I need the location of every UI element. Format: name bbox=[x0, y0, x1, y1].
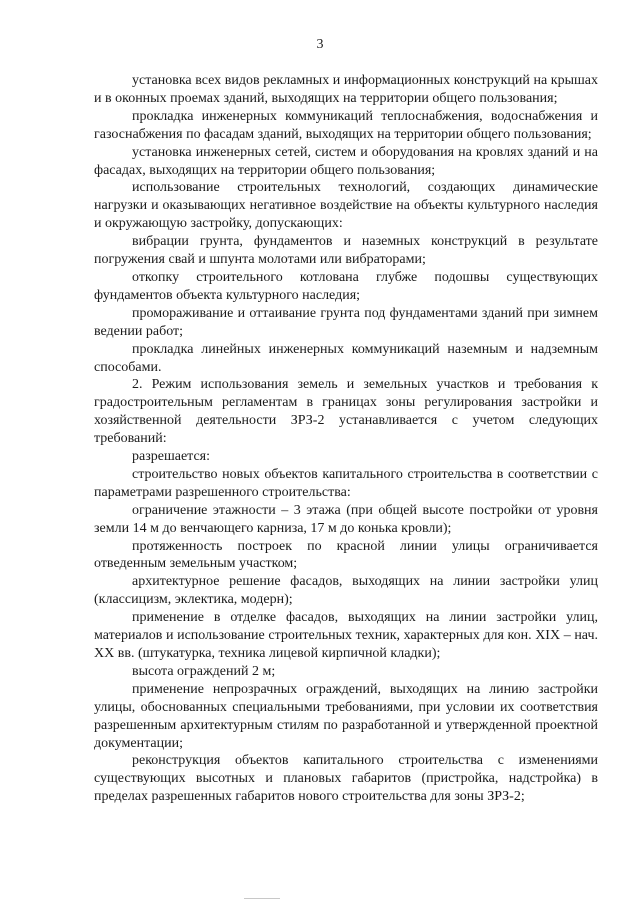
paragraph: прокладка линейных инженерных коммуникаций наземным и надземным способами. bbox=[94, 341, 598, 375]
paragraph: прокладка инженерных коммуникаций теплоснабжения, водоснабжения и газоснабжения по фасадам зданий, выходящих на территории общего пользования; bbox=[94, 108, 598, 142]
paragraph: использование строительных технологий, создающих динамические нагрузки и оказывающих негативное воздействие на объекты культурного наследия и окружающую застройку, допускающих: bbox=[94, 180, 598, 232]
page-number: 3 bbox=[316, 37, 324, 52]
document-body bbox=[94, 72, 598, 806]
paragraph: ограничение этажности – 3 этажа (при общей высоте постройки от уровня земли 14 м до венчающего карниза, 17 м до конька кровли); bbox=[94, 502, 598, 536]
paragraph: установка инженерных сетей, систем и оборудования на кровлях зданий и на фасадах, выходящих на территории общего пользования; bbox=[94, 144, 598, 178]
paragraph: реконструкция объектов капитального строительства с изменениями существующих высотных и плановых габаритов (пристройка, надстройка) в пределах разрешенных габаритов нового строительства для зоны ЗРЗ-2; bbox=[94, 753, 598, 805]
scan-artifact-line bbox=[244, 898, 280, 899]
paragraph: применение непрозрачных ограждений, выходящих на линию застройки улицы, обоснованных специальными требованиями, при условии их соответствия разрешенным архитектурным стилям по разработанной и утвержденной проектной документации; bbox=[94, 681, 598, 751]
paragraph: высота ограждений 2 м; bbox=[132, 663, 276, 679]
paragraph: вибрации грунта, фундаментов и наземных конструкций в результате погружения свай и шпунта молотами или вибраторами; bbox=[94, 234, 598, 268]
paragraph: разрешается: bbox=[132, 449, 210, 465]
paragraph: применение в отделке фасадов, выходящих на линии застройки улиц, материалов и использование строительных техник, характерных для кон. XIX – нач. XX вв. (штукатурка, техника лицевой кирпичной кладки); bbox=[94, 610, 598, 661]
paragraph: архитектурное решение фасадов, выходящих на линии застройки улиц (классицизм, эклектика, модерн); bbox=[94, 574, 598, 608]
paragraph: установка всех видов рекламных и информационных конструкций на крышах и в оконных проемах зданий, выходящих на территории общего пользования; bbox=[94, 73, 598, 106]
section-paragraph: 2. Режим использования земель и земельных участков и требования к градостроительным регламентам в границах зоны регулирования застройки и хозяйственной деятельности ЗРЗ-2 устанавливается с учетом следующих требований: bbox=[94, 377, 598, 447]
paragraph: промораживание и оттаивание грунта под фундаментами зданий при зимнем ведении работ; bbox=[94, 305, 598, 339]
paragraph: протяженность построек по красной линии улицы ограничивается отведенным земельным участком; bbox=[94, 538, 598, 572]
paragraph: откопку строительного котлована глубже подошвы существующих фундаментов объекта культурного наследия; bbox=[94, 269, 598, 303]
paragraph: строительство новых объектов капитального строительства в соответствии с параметрами разрешенного строительства: bbox=[94, 466, 598, 500]
